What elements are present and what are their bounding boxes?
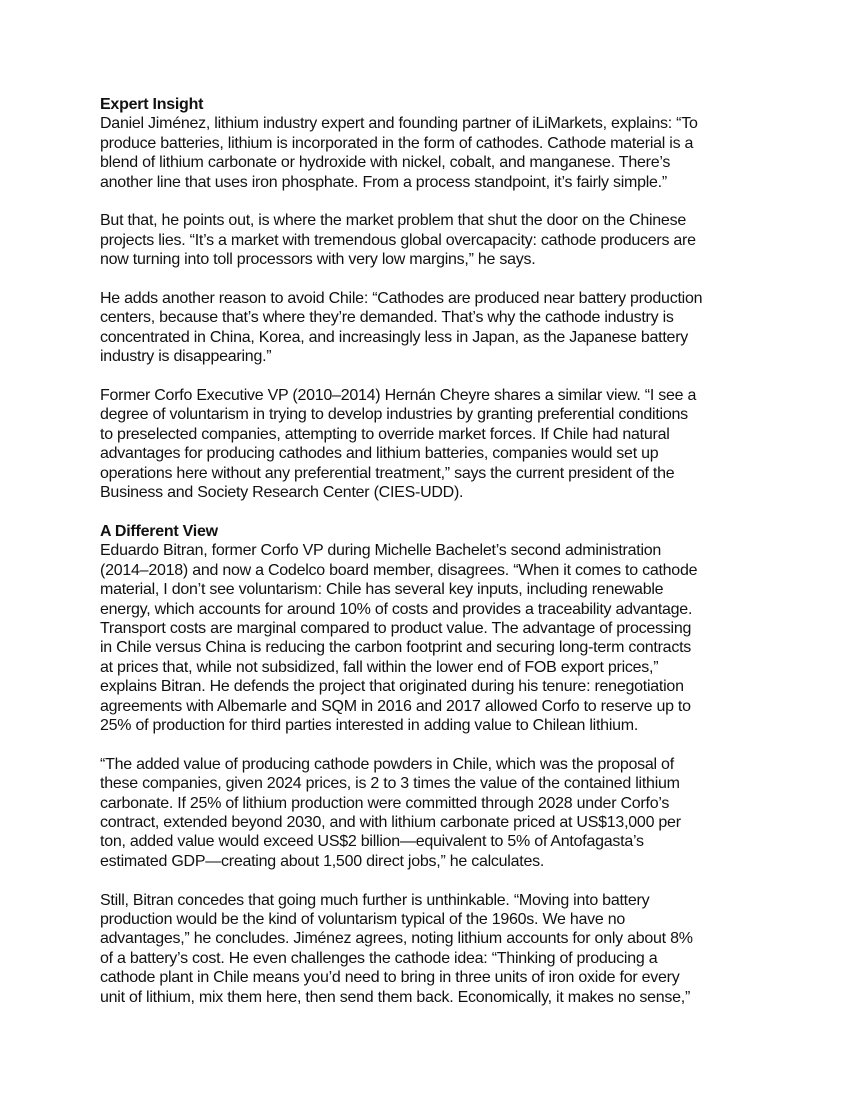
paragraph [100, 891, 780, 1007]
text-line: unit of lithium, mix them here, then send them back. Economically, it makes no sense,” [100, 988, 691, 1006]
text-line: in Chile versus China is reducing the carbon footprint and securing long-term contracts [100, 639, 692, 657]
text-line: Daniel Jiménez, lithium industry expert and founding partner of iLiMarkets, explains: “To [100, 115, 698, 133]
text-line: of a battery’s cost. He even challenges the cathode idea: “Thinking of producing a [100, 949, 658, 967]
paragraph [100, 289, 780, 367]
text-line: to preselected companies, attempting to override market forces. If Chile had natural [100, 425, 670, 443]
text-line: He adds another reason to avoid Chile: “Cathodes are produced near battery production [100, 290, 703, 308]
paragraph [100, 755, 780, 871]
text-line: produce batteries, lithium is incorporated in the form of cathodes. Cathode material is a [100, 134, 694, 152]
text-line: another line that uses iron phosphate. From a process standpoint, it’s fairly simple.” [100, 173, 667, 191]
text-line: But that, he points out, is where the market problem that shut the door on the Chinese [100, 212, 686, 230]
text-line: these companies, given 2024 prices, is 2 to 3 times the value of the contained lithium [100, 775, 680, 793]
text-line: blend of lithium carbonate or hydroxide with nickel, cobalt, and manganese. There’s [100, 154, 671, 172]
paragraph [100, 114, 780, 192]
text-line: advantages for producing cathodes and lithium batteries, companies would set up [100, 445, 659, 463]
text-line: explains Bitran. He defends the project that originated during his tenure: renegotiation [100, 678, 684, 696]
paragraph [100, 541, 780, 735]
text-line: Still, Bitran concedes that going much further is unthinkable. “Moving into battery [100, 891, 650, 909]
text-line: ton, added value would exceed US$2 billion—equivalent to 5% of Antofagasta’s [100, 833, 644, 851]
section-heading: Expert Insight [100, 96, 204, 113]
text-line: degree of voluntarism in trying to develop industries by granting preferential conditions [100, 406, 688, 424]
text-line: energy, which accounts for around 10% of costs and provides a traceability advantage. [100, 600, 693, 618]
text-line: contract, extended beyond 2030, and with lithium carbonate priced at US$13,000 per [100, 813, 681, 831]
paragraph [100, 386, 780, 502]
text-line: estimated GDP—creating about 1,500 direct jobs,” he calculates. [100, 852, 545, 870]
text-line: Eduardo Bitran, former Corfo VP during Michelle Bachelet’s second administration [100, 542, 662, 560]
text-line: Business and Society Research Center (CIES-UDD). [100, 484, 464, 502]
text-line: 25% of production for third parties interested in adding value to Chilean lithium. [100, 716, 639, 734]
text-line: agreements with Albemarle and SQM in 2016 and 2017 allowed Corfo to reserve up to [100, 697, 691, 715]
text-line: at prices that, while not subsidized, fall within the lower end of FOB export prices,” [100, 658, 659, 676]
text-line: advantages,” he concludes. Jiménez agrees, noting lithium accounts for only about 8% [100, 930, 693, 948]
paragraph [100, 211, 780, 269]
document-page [100, 95, 780, 1026]
text-line: centers, because that’s where they’re demanded. That’s why the cathode industry is [100, 309, 674, 327]
text-line: material, I don’t see voluntarism: Chile has several key inputs, including renewable [100, 581, 664, 599]
text-line: now turning into toll processors with very low margins,” he says. [100, 251, 536, 269]
text-line: carbonate. If 25% of lithium production were committed through 2028 under Corfo’s [100, 794, 670, 812]
text-line: projects lies. “It’s a market with tremendous global overcapacity: cathode producers are [100, 231, 696, 249]
section-heading: A Different View [100, 522, 218, 540]
text-line: Former Corfo Executive VP (2010–2014) Hernán Cheyre shares a similar view. “I see a [100, 387, 697, 405]
text-line: concentrated in China, Korea, and increasingly less in Japan, as the Japanese battery [100, 328, 689, 346]
text-line: industry is disappearing.” [100, 348, 272, 366]
text-line: operations here without any preferential treatment,” says the current president of the [100, 464, 675, 482]
text-line: “The added value of producing cathode powders in Chile, which was the proposal of [100, 755, 674, 773]
text-line: production would be the kind of voluntarism typical of the 1960s. We have no [100, 910, 626, 928]
text-line: (2014–2018) and now a Codelco board member, disagrees. “When it comes to cathode [100, 561, 698, 579]
text-line: Transport costs are marginal compared to product value. The advantage of processing [100, 619, 692, 637]
text-line: cathode plant in Chile means you’d need to bring in three units of iron oxide for every [100, 969, 680, 987]
section [100, 522, 780, 1007]
section [100, 95, 780, 502]
